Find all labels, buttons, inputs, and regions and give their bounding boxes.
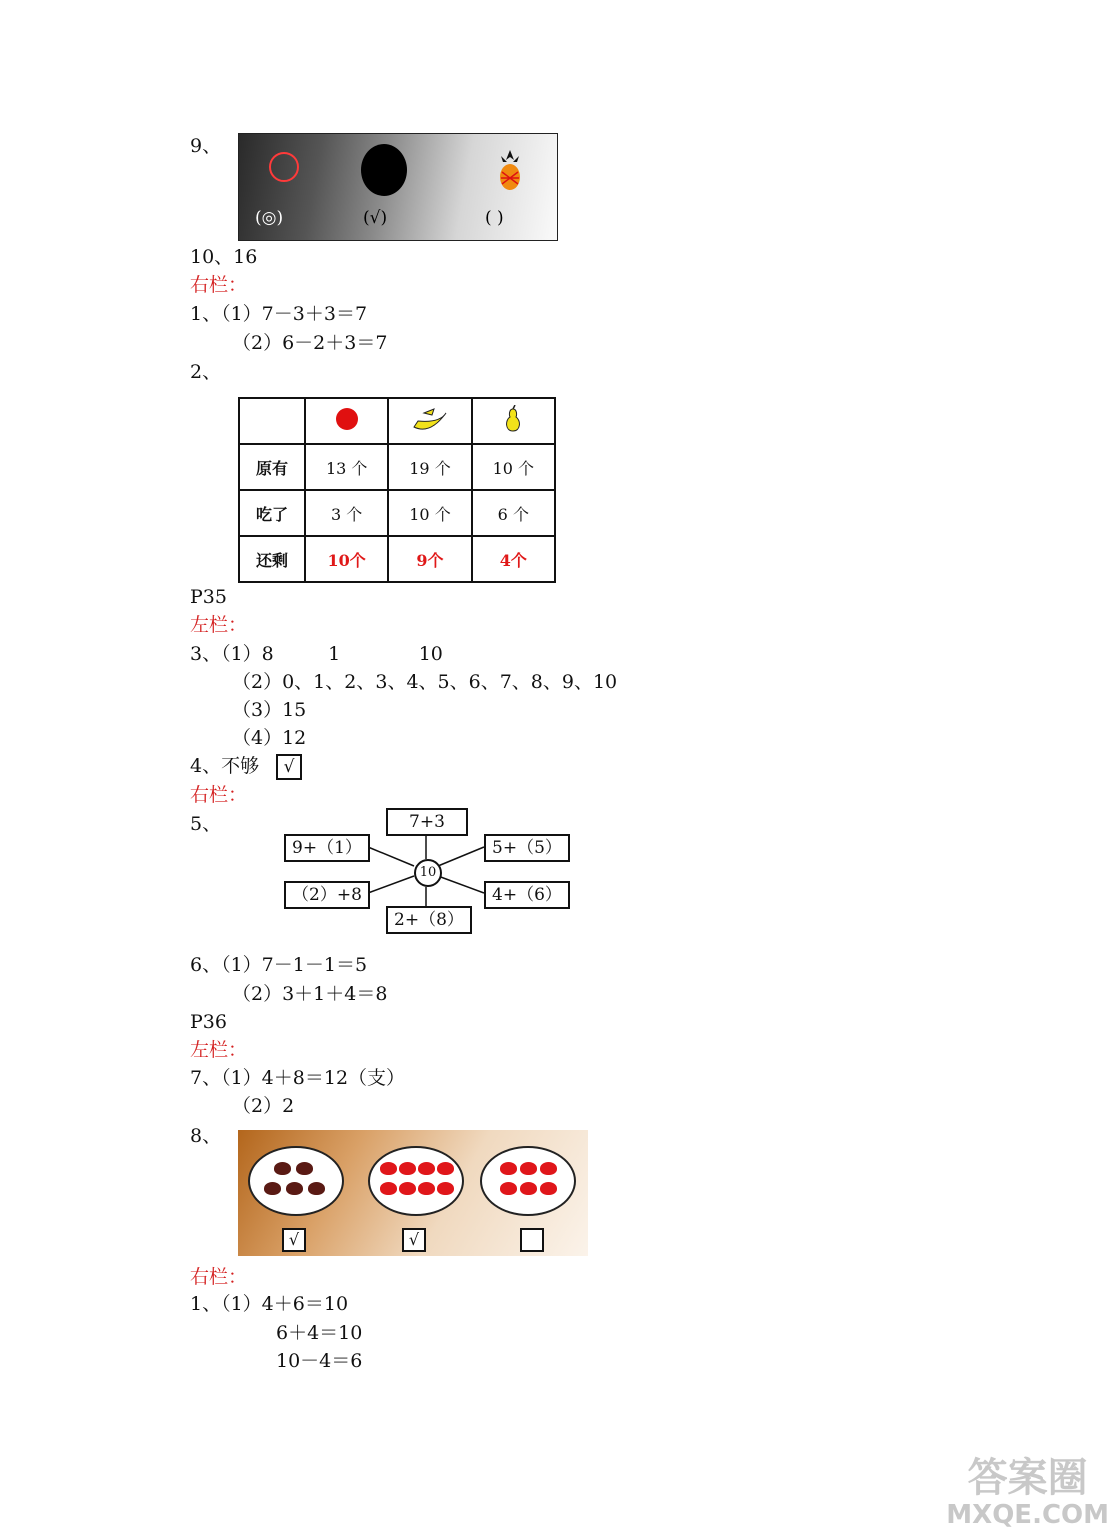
apple-icon (286, 1182, 303, 1195)
q4-text: 4、不够 (190, 755, 260, 777)
apple-icon (380, 1182, 397, 1195)
watermark-top: 答案圈 (967, 1455, 1088, 1501)
apple-icon (308, 1182, 325, 1195)
q6-line2: （2）3＋1＋4＝8 (232, 983, 388, 1005)
row-head: 吃了 (239, 490, 305, 536)
apple-icon (540, 1162, 557, 1175)
sum-diagram (280, 804, 572, 938)
apple-icon (520, 1162, 537, 1175)
fruit-image-panel (238, 133, 558, 241)
q8-label: 8、 (190, 1125, 222, 1147)
table-cell: 3 个 (305, 490, 388, 536)
section-right-1: 右栏： (190, 274, 248, 296)
checkbox-2: √ (402, 1228, 426, 1252)
center-circle: 10 (414, 859, 442, 887)
bubble-3 (480, 1146, 576, 1216)
apple-icon (264, 1182, 281, 1195)
box-right-bottom: 4+（6） (484, 881, 570, 909)
q9-label: 9、 (190, 135, 222, 157)
r1b-line1: 1、（1）4＋6＝10 (190, 1293, 349, 1315)
table-cell-answer: 4个 (472, 536, 555, 582)
section-left-1: 左栏： (190, 614, 248, 636)
table-cell: 6 个 (472, 490, 555, 536)
table-cell-answer: 10个 (305, 536, 388, 582)
box-left-bottom: （2）+8 (284, 881, 370, 909)
table-cell: 10 个 (472, 444, 555, 490)
apple-icon (399, 1162, 416, 1175)
section-right-2: 右栏： (190, 784, 248, 806)
apple-outline-icon (269, 152, 299, 182)
mark-apple: (◎) (255, 208, 284, 228)
table-cell: 10 个 (388, 490, 471, 536)
mark-pineapple: ( ) (485, 208, 504, 228)
box-top: 7+3 (386, 808, 468, 836)
q7-line1: 7、（1）4＋8＝12（支） (190, 1067, 406, 1089)
q4-checkbox: √ (276, 754, 302, 780)
checkbox-3 (520, 1228, 544, 1252)
banana-header (388, 398, 471, 444)
table-cell: 19 个 (388, 444, 471, 490)
q3-line3: （3）15 (232, 699, 307, 721)
apple-icon (500, 1162, 517, 1175)
checkbox-1: √ (282, 1228, 306, 1252)
table-row (239, 536, 555, 582)
banana-icon (410, 405, 450, 433)
apple-icon (418, 1182, 435, 1195)
q3-line4: （4）12 (232, 727, 307, 749)
page-p36: P36 (190, 1011, 227, 1033)
table-cell: 13 个 (305, 444, 388, 490)
r1b-line2: 6＋4＝10 (276, 1322, 363, 1344)
q10-answer: 10、16 (190, 246, 258, 268)
q3-line2: （2）0、1、2、3、4、5、6、7、8、9、10 (232, 671, 618, 693)
apple-icon (399, 1182, 416, 1195)
apple-icon (437, 1182, 454, 1195)
bubble-1 (248, 1146, 344, 1216)
row-head: 原有 (239, 444, 305, 490)
apple-icon (336, 408, 358, 430)
apple-image-panel (238, 1130, 588, 1256)
q5-label: 5、 (190, 813, 222, 835)
page-p35: P35 (190, 586, 227, 608)
table-cell-answer: 9个 (388, 536, 471, 582)
apple-icon (520, 1182, 537, 1195)
pineapple-icon (497, 150, 523, 192)
r1b-line3: 10－4＝6 (276, 1350, 363, 1372)
table-row (239, 490, 555, 536)
box-right-top: 5+（5） (484, 834, 570, 862)
apple-icon (274, 1162, 291, 1175)
apple-icon (500, 1182, 517, 1195)
q6-line1: 6、（1）7－1－1＝5 (190, 954, 368, 976)
box-left-top: 9+（1） (284, 834, 370, 862)
bubble-2 (368, 1146, 464, 1216)
row-head: 还剩 (239, 536, 305, 582)
section-right-3: 右栏： (190, 1266, 248, 1288)
r1-line2: （2）6－2＋3＝7 (232, 332, 388, 354)
watermelon-icon (361, 144, 407, 196)
section-left-2: 左栏： (190, 1039, 248, 1061)
apple-header (305, 398, 388, 444)
q7-line2: （2）2 (232, 1095, 295, 1117)
r2-label: 2、 (190, 361, 222, 383)
watermark-logo (946, 1456, 1109, 1530)
apple-icon (437, 1162, 454, 1175)
pear-icon (501, 405, 525, 433)
watermark-bottom: MXQE.COM (946, 1500, 1109, 1530)
r1-line1: 1、（1）7－3＋3＝7 (190, 303, 368, 325)
pear-header (472, 398, 555, 444)
table-row (239, 444, 555, 490)
table-corner (239, 398, 305, 444)
apple-icon (296, 1162, 313, 1175)
fruit-table (238, 397, 556, 583)
apple-icon (418, 1162, 435, 1175)
apple-icon (540, 1182, 557, 1195)
q3-line1: 3、（1）8 1 10 (190, 643, 443, 665)
box-bottom: 2+（8） (386, 906, 472, 934)
mark-watermelon: (√) (363, 208, 388, 228)
apple-icon (380, 1162, 397, 1175)
